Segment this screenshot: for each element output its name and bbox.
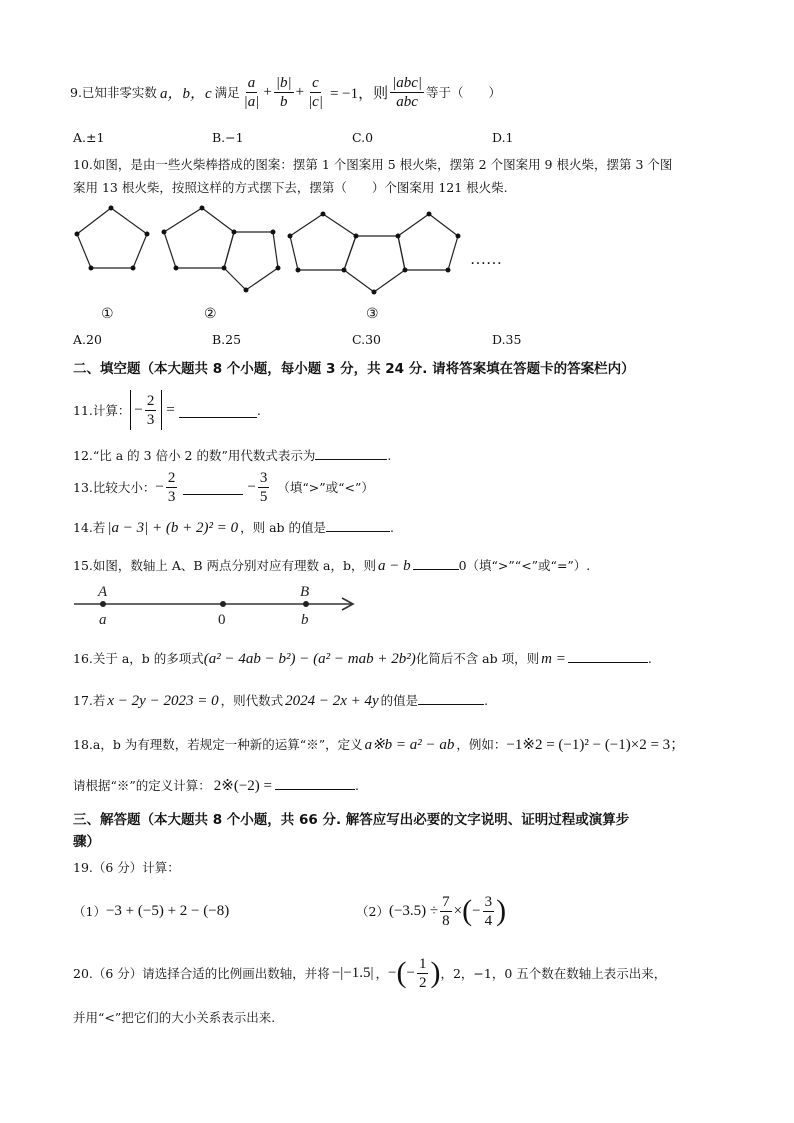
q9-option-b: B.−1 [212, 130, 244, 145]
q14-answer-blank[interactable] [326, 517, 390, 532]
q11-abs: − $\frac{2}{3}$ [130, 390, 162, 430]
axis-label-a: a [99, 612, 107, 628]
q9-eq-rhs: = −1，则 [329, 85, 389, 102]
pentagon-2a [164, 208, 234, 268]
q9-option-a: A.±1 [73, 130, 105, 145]
q19-part-2: （2） (−3.5) ÷ $\frac{7}{8}$ × ( − $\frac{3}{4}$ ) [356, 893, 507, 929]
q12-text: 12.“比 a 的 3 倍小 2 的数”用代数式表示为 [73, 448, 316, 463]
q18-prefix: 18.a，b 为有理数，若规定一种新的运算“※”，定义 [73, 737, 363, 752]
figure-ellipsis: …… [470, 251, 502, 268]
q13-prefix: 13.比较大小： [73, 480, 156, 495]
number-line [70, 578, 360, 630]
q17-suffix: 的值是 [380, 693, 419, 708]
q18-line2-prefix: 请根据“※”的定义计算： [73, 778, 211, 793]
q19-part-1: （1） −3 + (−5) + 2 − (−8) [73, 902, 230, 919]
question-17: 17.若 x − 2y − 2023 = 0 ，则代数式 2024 − 2x + 4y 的值是 . [73, 690, 488, 710]
q20-line2: 并用“<”把它们的大小关系表示出来. [73, 1010, 276, 1025]
q14-mid: ，则 ab 的值是 [240, 520, 327, 535]
figure-label-1: ① [101, 307, 114, 322]
q9-prefix: 9.已知非零实数 [70, 85, 157, 100]
axis-label-A: A [98, 584, 108, 600]
q9-vars: a，b，c [159, 85, 212, 102]
question-11: 11.计算： − $\frac{2}{3}$ = . [73, 390, 261, 430]
q11-prefix: 11.计算： [73, 403, 131, 418]
q14-expr: |a − 3| + (b + 2)² = 0 [107, 520, 239, 536]
q19-head: 19.（6 分）计算： [73, 860, 180, 875]
q10-option-a: A.20 [73, 332, 102, 347]
q12-answer-blank[interactable] [315, 445, 387, 460]
pentagon-3a [290, 214, 356, 270]
q19-p1-expr: −3 + (−5) + 2 − (−8) [105, 902, 230, 919]
q20-n1: −|−1.5| [331, 964, 374, 981]
axis-label-0: 0 [218, 612, 226, 628]
q9-suffix: 等于（ ） [426, 85, 502, 100]
q15-text: 15.如图，数轴上 A、B 两点分别对应有理数 a，b，则 [73, 558, 376, 573]
matchstick-figure [68, 198, 508, 326]
q17-prefix: 17.若 [73, 693, 106, 708]
q18-line2-expr: 2※(−2) = [213, 778, 273, 794]
q15-expr: a − b [377, 558, 411, 574]
q11-answer-blank[interactable] [179, 403, 257, 418]
q10-line1: 10.如图，是由一些火柴棒搭成的图案：摆第 1 个图案用 5 根火柴，摆第 2 个图案用 9 根火柴，摆第 3 个图 [73, 157, 673, 172]
figure-label-3: ③ [366, 307, 379, 322]
q9-frac-c: $\frac{c}{|c|}$ [308, 74, 323, 110]
section-2-title: 二、填空题（本大题共 8 个小题，每小题 3 分，共 24 分. 请将答案填在答题卡的答案栏内） [73, 361, 635, 377]
pentagon-3b [344, 236, 405, 292]
question-14: 14.若 |a − 3| + (b + 2)² = 0 ，则 ab 的值是 . [73, 517, 394, 537]
q16-expr: (a² − 4ab − b²) − (a² − mab + 2b²) [203, 651, 416, 667]
q13-frac-2: $\frac{3}{5}$ [259, 469, 268, 505]
question-13: 13.比较大小： − $\frac{2}{3}$ − $\frac{3}{5}$ （填“>”或“<”） [73, 469, 374, 505]
q10-option-c: C.30 [352, 332, 381, 347]
q13-answer-blank[interactable] [183, 480, 243, 495]
figure-label-2: ② [204, 307, 217, 322]
q9-frac-b: $\frac{|b|}{b}$ [275, 74, 292, 110]
q9-frac-abc: $\frac{\text{|abc|}}{\text{abc}}$ [392, 74, 423, 110]
q16-answer-blank[interactable] [568, 648, 648, 663]
question-15 [73, 555, 590, 575]
q10-option-b: B.25 [212, 332, 242, 347]
section-3-title-line2: 骤） [73, 834, 100, 850]
pentagon-2b [224, 232, 278, 290]
q9-option-c: C.0 [352, 130, 374, 145]
section-3-title-line1: 三、解答题（本大题共 8 个小题，共 66 分. 解答应写出必要的文字说明、证明过程或演算步 [73, 812, 630, 828]
q13-hint: （填“>”或“<”） [277, 480, 374, 495]
q15-hint: 0（填“>”“<”或“=”）. [458, 558, 591, 573]
question-20: 20.（6 分）请选择合适的比例画出数轴，并将 −|−1.5| ， − ( − $\frac{1}{2}$ ) ，2，−1，0 五个数在数轴上表示出来， [73, 955, 667, 991]
question-18-line2: 请根据“※”的定义计算： 2※(−2) = . [73, 775, 359, 795]
q19-frac-3-4: $\frac{3}{4}$ [484, 893, 493, 929]
q16-prefix: 16.关于 a，b 的多项式 [73, 651, 204, 666]
q18-example: −1※2 = (−1)² − (−1)×2 = 3； [506, 737, 686, 753]
q16-mid: 化简后不含 ab 项，则 [415, 651, 540, 666]
question-18-line1: 18.a，b 为有理数，若规定一种新的运算“※”，定义 a※b = a² − ab ，例如： −1※2 = (−1)² − (−1)×2 = 3； [73, 733, 685, 754]
q18-answer-blank[interactable] [275, 775, 355, 790]
q17-expr1: x − 2y − 2023 = 0 [107, 693, 219, 709]
q20-prefix: 20.（6 分）请选择合适的比例画出数轴，并将 [73, 966, 330, 981]
q17-expr2: 2024 − 2x + 4y [285, 693, 379, 709]
axis-label-b: b [301, 612, 309, 628]
q14-prefix: 14.若 [73, 520, 106, 535]
q9-option-d: D.1 [492, 130, 514, 145]
q17-mid: ，则代数式 [220, 693, 284, 708]
q20-rest: ，2，−1，0 五个数在数轴上表示出来， [440, 966, 667, 981]
question-9: 9.已知非零实数 a，b，c 满足 $\frac{a}{|a|}$ + $\frac{|b|}{b}$ + $\frac{c}{|c|}$ = −1，则 $\frac{\text{|abc|}}{\text{abc}}$ 等于（ ） [70, 74, 502, 110]
q13-frac-1: $\frac{2}{3}$ [167, 469, 176, 505]
q20-frac-1-2: $\frac{1}{2}$ [418, 955, 427, 991]
q9-mid: 满足 [214, 85, 240, 100]
q19-frac-7-8: $\frac{7}{8}$ [442, 893, 450, 929]
q9-frac-a: $\frac{a}{|a|}$ [243, 74, 260, 110]
q10-option-d: D.35 [492, 332, 522, 347]
q15-answer-blank[interactable] [413, 555, 459, 570]
q18-def: a※b = a² − ab [364, 737, 455, 753]
question-12: 12.“比 a 的 3 倍小 2 的数”用代数式表示为 . [73, 445, 391, 464]
pentagon-3c [398, 214, 458, 270]
question-16: 16.关于 a，b 的多项式 (a² − 4ab − b²) − (a² − mab + 2b²) 化简后不含 ab 项，则 m = . [73, 648, 652, 668]
axis-label-B: B [300, 584, 310, 600]
q10-line2: 案用 13 根火柴，按照这样的方式摆下去，摆第（ ）个图案用 121 根火柴. [73, 180, 508, 195]
q17-answer-blank[interactable] [418, 690, 484, 705]
pentagon-1 [77, 208, 147, 268]
